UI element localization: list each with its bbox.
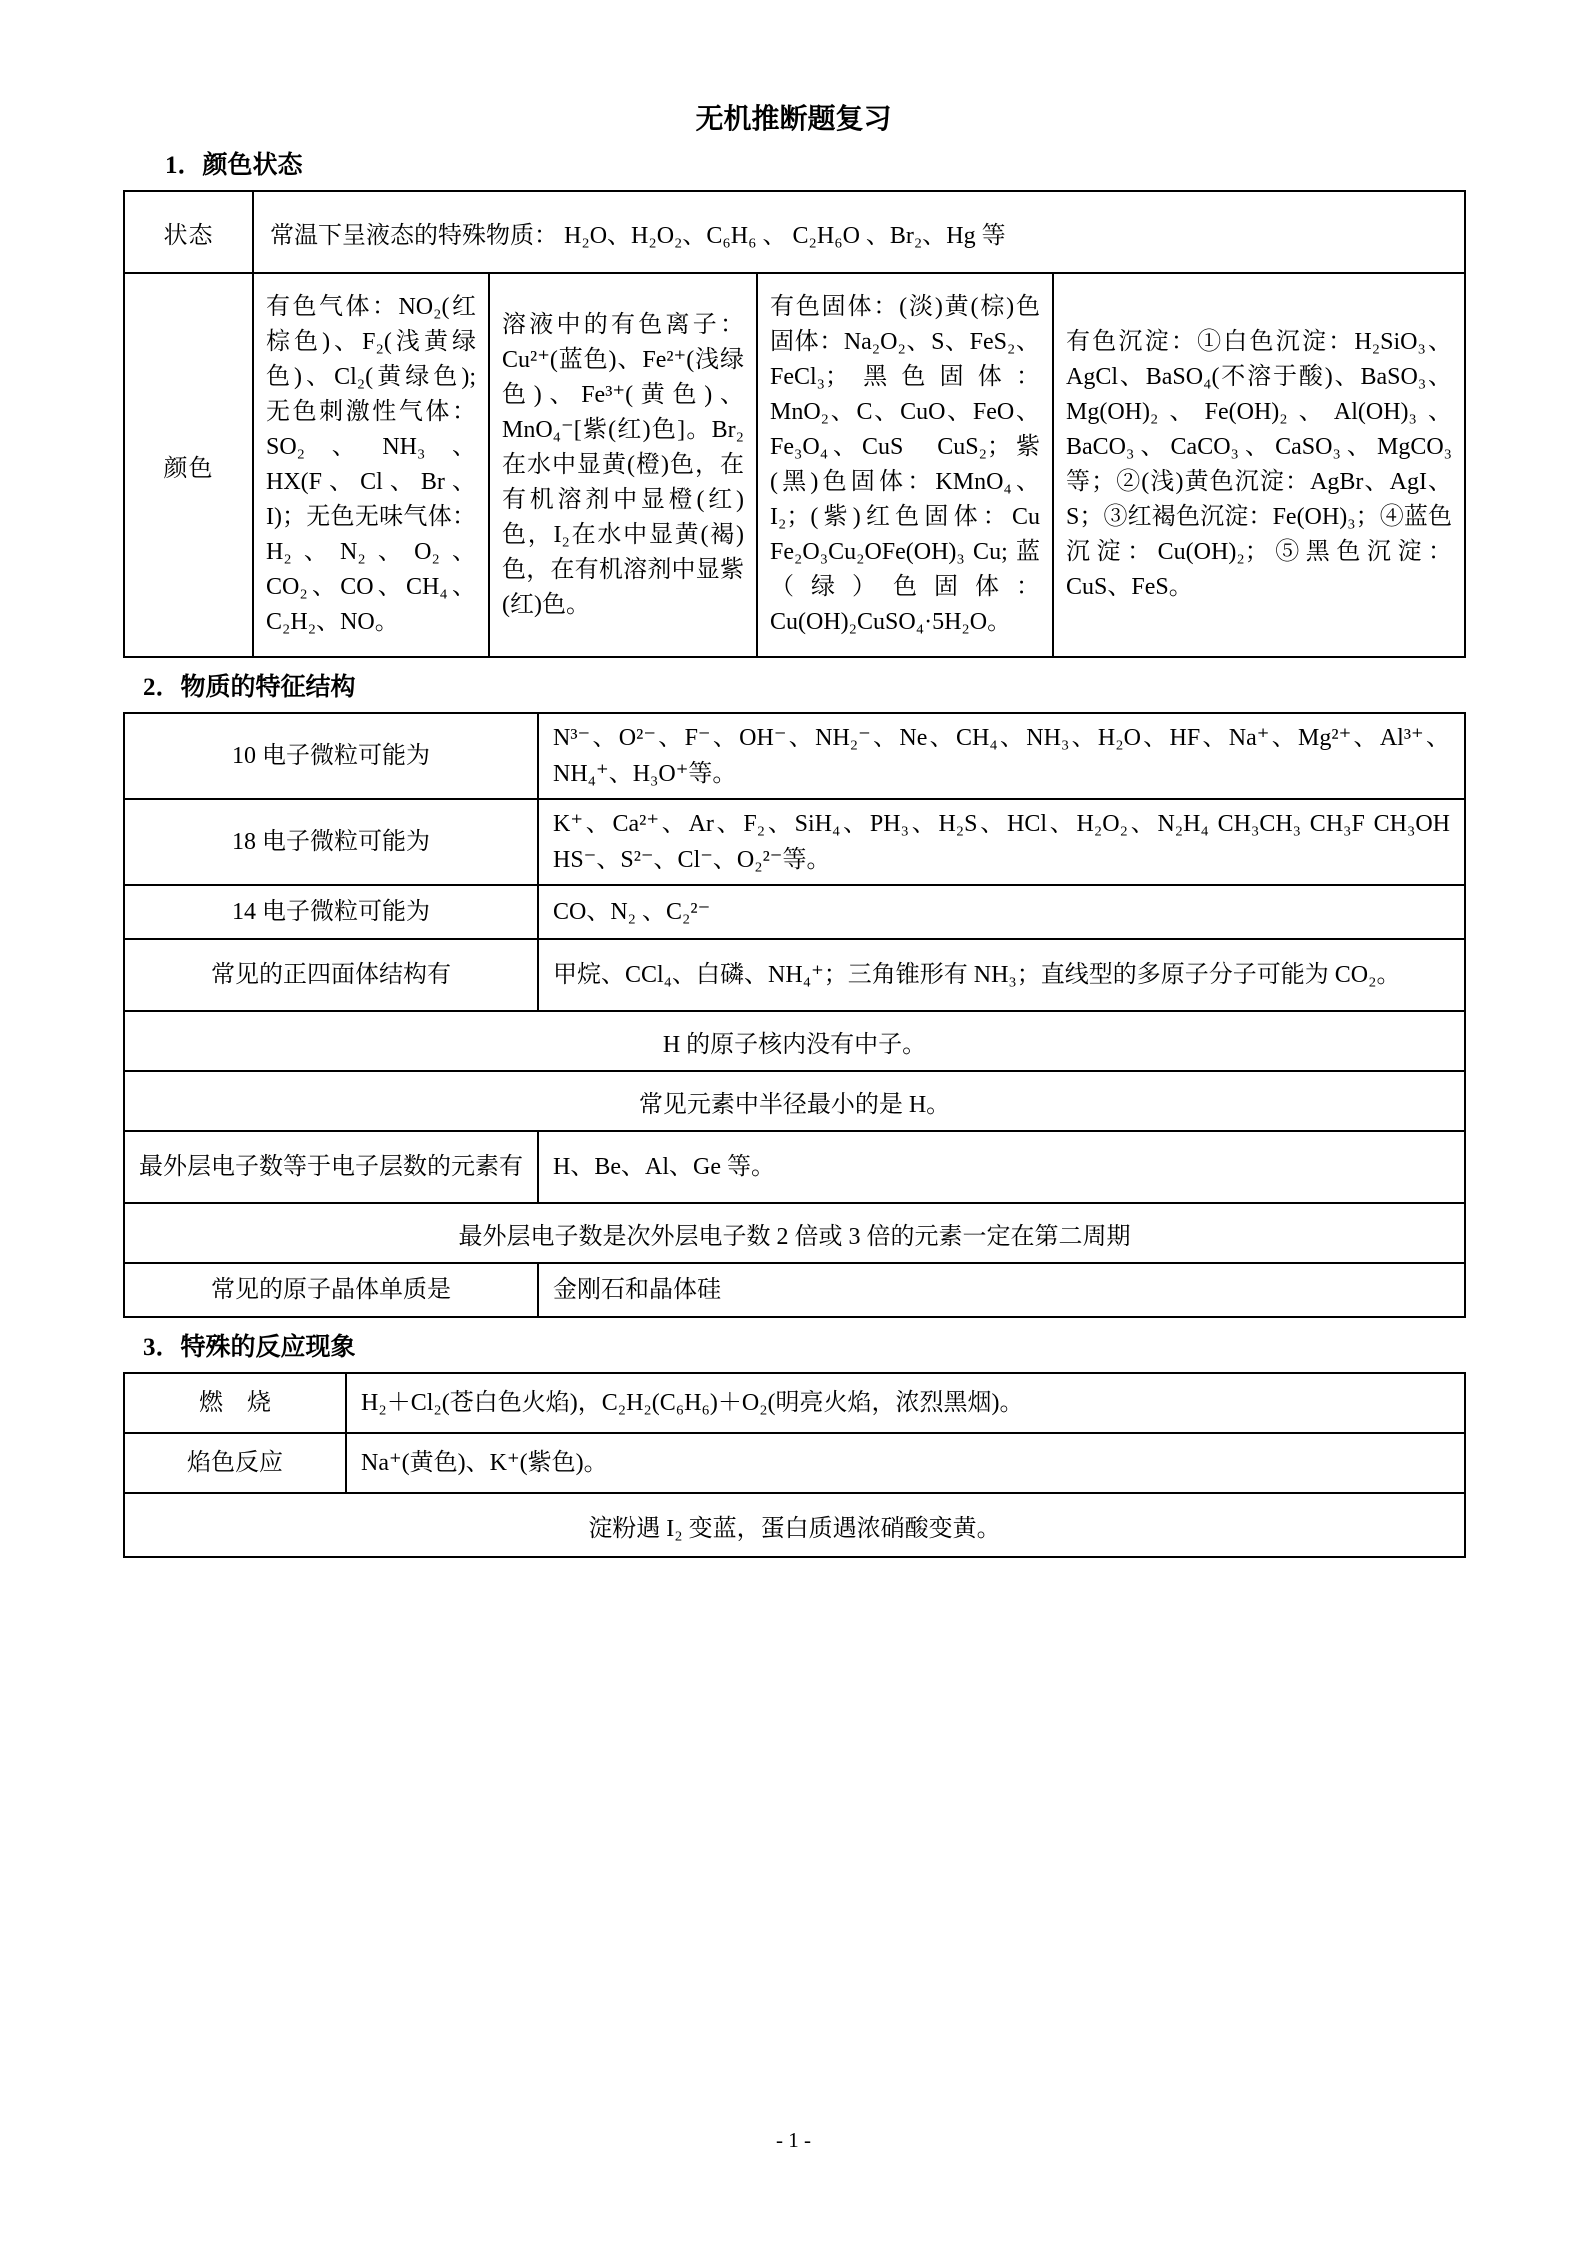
row-content: H₂＋Cl₂(苍白色火焰)，C₂H₂(C₆H₆)＋O₂(明亮火焰，浓烈黑烟)。 xyxy=(346,1373,1465,1433)
structure-table xyxy=(123,712,1474,1318)
row-content: Na⁺(黄色)、K⁺(紫色)。 xyxy=(346,1433,1465,1493)
row-label: 常见的正四面体结构有 xyxy=(124,939,538,1011)
row-content: 常见元素中半径最小的是 H。 xyxy=(124,1071,1465,1131)
row-content: H、Be、Al、Ge 等。 xyxy=(538,1131,1465,1203)
row-second-period-rule xyxy=(124,1203,1465,1263)
reaction-table xyxy=(123,1372,1466,1558)
row-label: 常见的原子晶体单质是 xyxy=(124,1263,538,1317)
color-row xyxy=(124,273,1465,657)
row-content: CO、N₂ 、C₂²⁻ xyxy=(538,885,1465,939)
section-1-heading: 1．颜色状态 xyxy=(165,152,303,179)
page-title: 无机推断题复习 xyxy=(695,104,892,135)
row-smallest-radius xyxy=(124,1071,1465,1131)
row-label: 18 电子微粒可能为 xyxy=(124,799,538,885)
color-state-table xyxy=(123,190,1466,658)
colored-gases-cell: 有色气体：NO₂(红棕色)、F₂(浅黄绿色)、Cl₂(黄绿色); 无色刺激性气体：SO₂、NH₃、HX(F、Cl、Br、I)；无色无味气体：H₂、N₂、O₂、CO₂、CO、CH₄、C₂H₂、NO。 xyxy=(253,273,489,657)
row-10-electron xyxy=(124,713,1465,799)
section-2-heading: 2．物质的特征结构 xyxy=(143,674,356,701)
row-label: 14 电子微粒可能为 xyxy=(124,885,538,939)
row-content: K⁺、Ca²⁺、Ar、F₂、SiH₄、PH₃、H₂S、HCl、H₂O₂、N₂H₄ CH₃CH₃ CH₃F CH₃OH HS⁻、S²⁻、Cl⁻、O₂²⁻等。 xyxy=(538,799,1465,885)
row-combustion xyxy=(124,1373,1465,1433)
row-starch-protein xyxy=(124,1493,1465,1557)
row-label: 焰色反应 xyxy=(124,1433,346,1493)
section-3-heading: 3．特殊的反应现象 xyxy=(143,1334,356,1361)
row-content: H 的原子核内没有中子。 xyxy=(124,1011,1465,1071)
row-content: N³⁻、O²⁻、F⁻、OH⁻、NH₂⁻、Ne、CH₄、NH₃、H₂O、HF、Na⁺、Mg²⁺、Al³⁺、NH₄⁺、H₃O⁺等。 xyxy=(538,713,1465,799)
row-flame-test xyxy=(124,1433,1465,1493)
row-label: 燃 烧 xyxy=(124,1373,346,1433)
row-content: 甲烷、CCl₄、白磷、NH₄⁺；三角锥形有 NH₃；直线型的多原子分子可能为 CO₂。 xyxy=(538,939,1465,1011)
row-content: 最外层电子数是次外层电子数 2 倍或 3 倍的元素一定在第二周期 xyxy=(124,1203,1465,1263)
row-content: 金刚石和晶体硅 xyxy=(538,1263,1465,1317)
row-content: 淀粉遇 I₂ 变蓝，蛋白质遇浓硝酸变黄。 xyxy=(124,1493,1465,1557)
row-label: 最外层电子数等于电子层数的元素有 xyxy=(124,1131,538,1203)
row-atomic-crystal xyxy=(124,1263,1465,1317)
row-hydrogen-no-neutron xyxy=(124,1011,1465,1071)
colored-solids-cell: 有色固体：(淡)黄(棕)色固体：Na₂O₂、S、FeS₂、FeCl₃；黑色固体：MnO₂、C、CuO、FeO、Fe₃O₄、CuS CuS₂；紫(黑)色固体：KMnO₄、I₂；(紫)红色固体：Cu Fe₂O₃Cu₂OFe(OH)₃ Cu; 蓝（绿）色固体：Cu(OH)₂CuSO₄·5H₂O。 xyxy=(757,273,1053,657)
row-tetrahedral xyxy=(124,939,1465,1011)
row-18-electron xyxy=(124,799,1465,885)
state-row-content: 常温下呈液态的特殊物质： H₂O、H₂O₂、C₆H₆ 、 C₂H₆O 、Br₂、Hg 等 xyxy=(253,191,1465,273)
row-label: 10 电子微粒可能为 xyxy=(124,713,538,799)
row-outer-equals-shells xyxy=(124,1131,1465,1203)
color-row-header: 颜色 xyxy=(124,273,253,657)
state-row-header: 状态 xyxy=(124,191,253,273)
colored-precipitates-cell: 有色沉淀：①白色沉淀：H₂SiO₃、AgCl、BaSO₄(不溶于酸)、BaSO₃、Mg(OH)₂、Fe(OH)₂、Al(OH)₃、BaCO₃、CaCO₃、CaSO₃、MgCO₃等；②(浅)黄色沉淀：AgBr、AgI、S；③红褐色沉淀：Fe(OH)₃；④蓝色沉淀：Cu(OH)₂；⑤黑色沉淀：CuS、FeS。 xyxy=(1053,273,1465,657)
page-content xyxy=(123,102,1474,1558)
row-14-electron xyxy=(124,885,1465,939)
state-row xyxy=(124,191,1465,273)
page-number: - 1 - xyxy=(776,2128,811,2152)
colored-ions-cell: 溶液中的有色离子：Cu²⁺(蓝色)、Fe²⁺(浅绿色)、Fe³⁺(黄色)、MnO₄⁻[紫(红)色]。Br₂在水中显黄(橙)色，在有机溶剂中显橙(红)色，I₂在水中显黄(褐)色，在有机溶剂中显紫(红)色。 xyxy=(489,273,757,657)
